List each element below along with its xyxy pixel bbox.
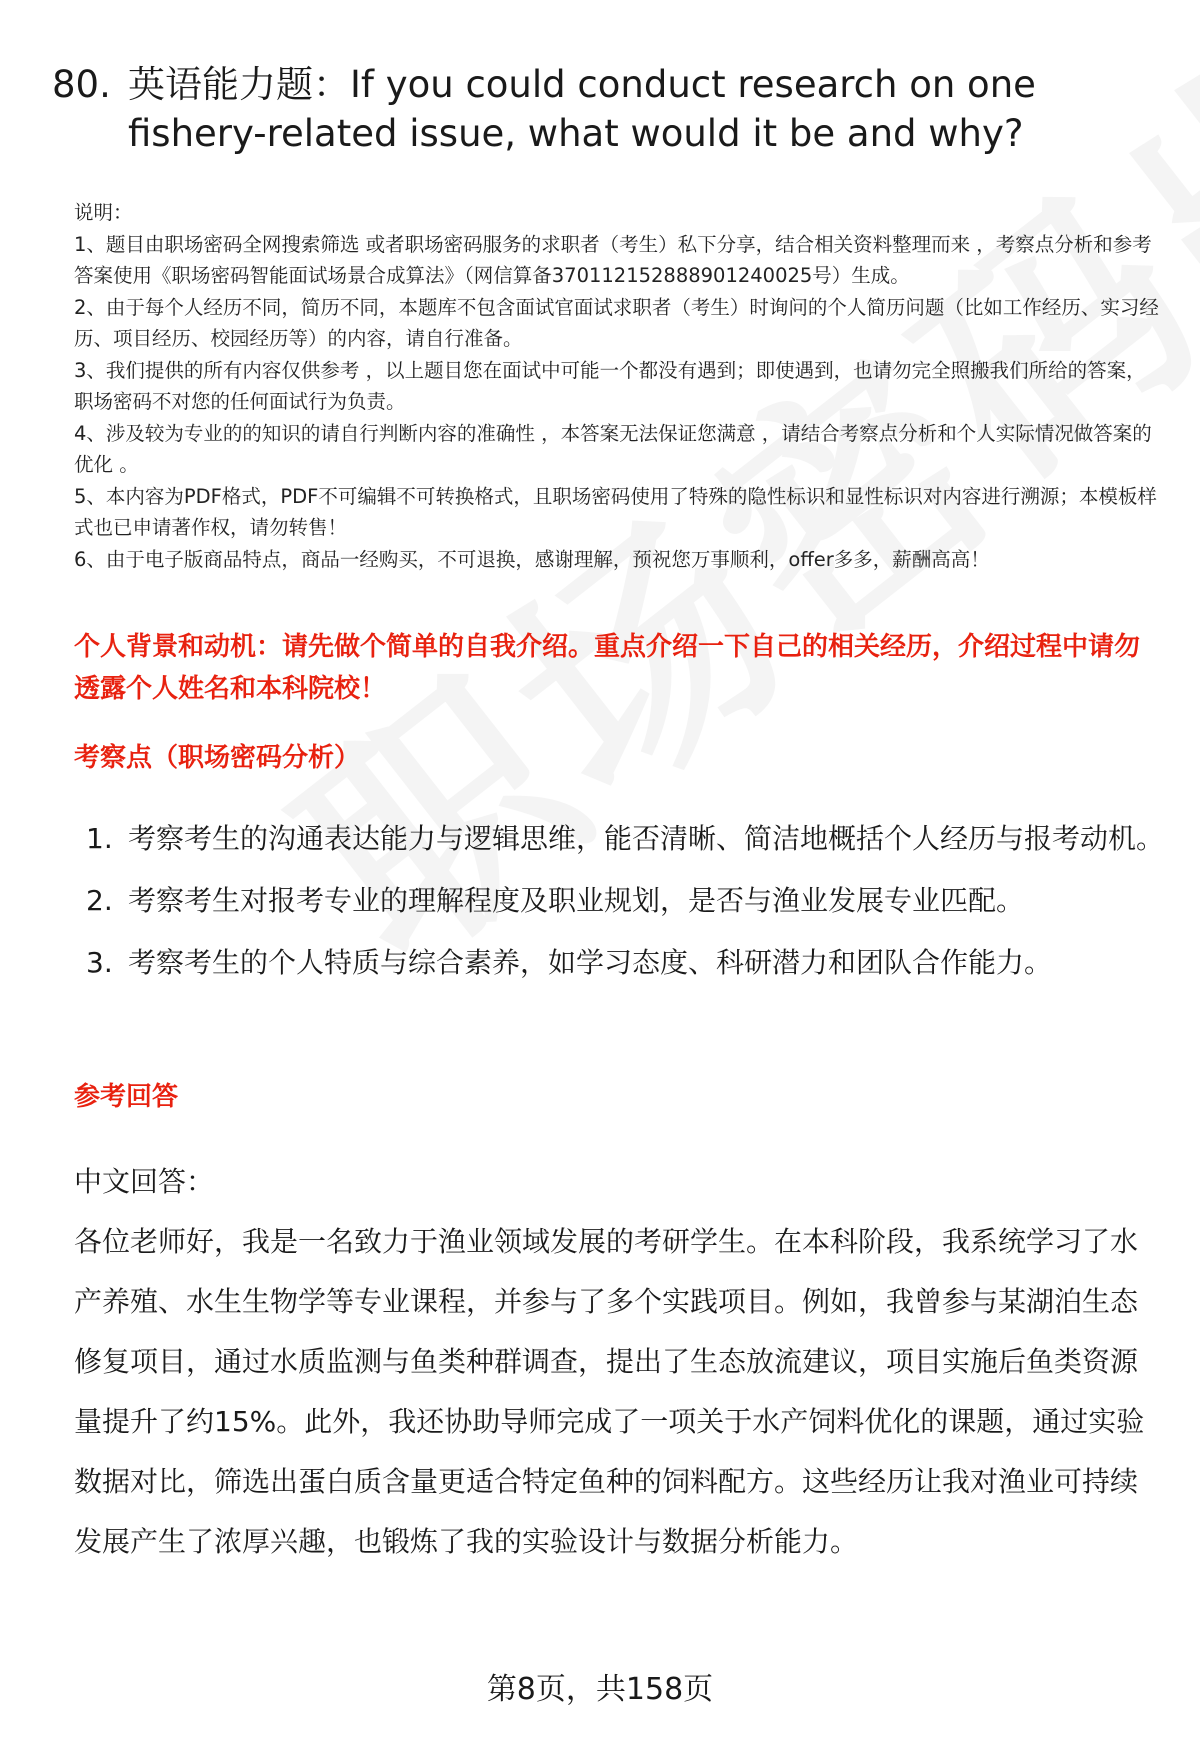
assessment-heading: 考察点（职场密码分析） [74, 743, 361, 773]
notes-title: 说明： [74, 201, 133, 224]
question-text: 英语能力题：If you could conduct research on one fishery-related issue, what would it be and why? [128, 63, 1036, 155]
notes-item: 4、涉及较为专业的的知识的请自行判断内容的准确性 ，本答案无法保证您满意 ，请结合考察点分析和个人实际情况做答案的优化 。 [74, 421, 1152, 476]
list-item-text: 考察考生的个人特质与综合素养，如学习态度、科研潜力和团队合作能力。 [128, 946, 1053, 979]
list-item-number: 2. [86, 884, 113, 917]
notes-item: 5、本内容为PDF格式，PDF不可编辑不可转换格式，且职场密码使用了特殊的隐性标识和显性标识对内容进行溯源；本模板样式也已申请著作权，请勿转售！ [74, 484, 1157, 539]
list-item [86, 808, 1166, 870]
answer-body: 各位老师好，我是一名致力于渔业领域发展的考研学生。在本科阶段，我系统学习了水产养殖、水生生物学等专业课程，并参与了多个实践项目。例如，我曾参与某湖泊生态修复项目，通过水质监测与鱼类种群调查，提出了生态放流建议，项目实施后鱼类资源量提升了约15%。此外，我还协助导师完成了一项关于水产饲料优化的课题，通过实验数据对比，筛选出蛋白质含量更适合特定鱼种的饲料配方。这些经历让我对渔业可持续发展产生了浓厚兴趣，也锻炼了我的实验设计与数据分析能力。 [74, 1225, 1145, 1558]
assessment-list [86, 808, 1166, 994]
notes-item: 3、我们提供的所有内容仅供参考 ，以上题目您在面试中可能一个都没有遇到；即使遇到，也请勿完全照搬我们所给的答案，职场密码不对您的任何面试行为负责。 [74, 358, 1146, 413]
list-item-number: 3. [86, 946, 113, 979]
reference-answer [74, 1152, 1154, 1572]
page-footer: 第8页，共158页 [486, 1672, 714, 1707]
topic-heading: 个人背景和动机：请先做个简单的自我介绍。重点介绍一下自己的相关经历，介绍过程中请勿透露个人姓名和本科院校！ [74, 632, 1141, 704]
question-number: 80. [52, 63, 111, 106]
question-title [52, 60, 1152, 158]
notes-item: 1、题目由职场密码全网搜索筛选 或者职场密码服务的求职者（考生）私下分享，结合相关资料整理而来 ，考察点分析和参考答案使用《职场密码智能面试场景合成算法》（网信算备370112152888901240025号）生成。 [74, 232, 1152, 287]
notes-item: 6、由于电子版商品特点，商品一经购买，不可退换，感谢理解，预祝您万事顺利，offer多多，薪酬高高！ [74, 547, 990, 571]
notes-section [74, 197, 1159, 575]
reference-heading: 参考回答 [74, 1082, 179, 1112]
list-item-text: 考察考生的沟通表达能力与逻辑思维，能否清晰、简洁地概括个人经历与报考动机。 [128, 822, 1165, 855]
notes-item: 2、由于每个人经历不同，简历不同，本题库不包含面试官面试求职者（考生）时询问的个人简历问题（比如工作经历、实习经历、项目经历、校园经历等）的内容，请自行准备。 [74, 295, 1159, 350]
list-item-text: 考察考生对报考专业的理解程度及职业规划，是否与渔业发展专业匹配。 [128, 884, 1025, 917]
list-item-number: 1. [86, 822, 113, 855]
list-item [86, 870, 1166, 932]
answer-label: 中文回答： [74, 1165, 215, 1198]
list-item [86, 932, 1166, 994]
